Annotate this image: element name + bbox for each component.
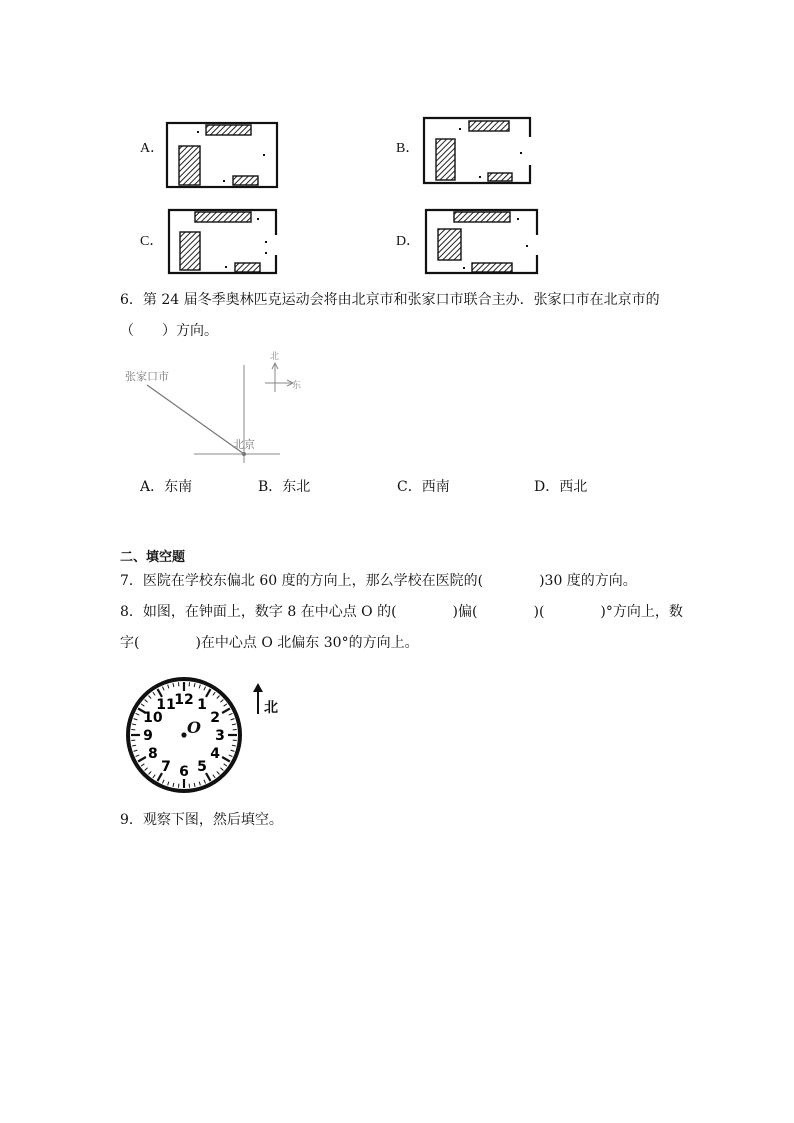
- clock-number-5: 5: [197, 759, 207, 776]
- q9-text: 9．观察下图，然后填空。: [120, 812, 283, 828]
- option-c-label[interactable]: C．: [140, 234, 164, 249]
- north-label: 北: [264, 700, 278, 716]
- q6-text-line2: （ ）方向。: [120, 323, 218, 339]
- map-label-zhangjiakou: 张家口市: [125, 370, 169, 383]
- q6-option-d[interactable]: D．西北: [534, 479, 588, 495]
- q8-clock-figure: [125, 676, 243, 794]
- clock-number-11: 11: [156, 696, 176, 713]
- compass-north-label: 北: [270, 352, 280, 362]
- section-title-fill-in: 二、填空题: [120, 550, 186, 565]
- option-d-label[interactable]: D．: [396, 234, 421, 249]
- clock-number-1: 1: [197, 696, 207, 713]
- q7-text: 7．医院在学校东偏北 60 度的方向上，那么学校在医院的( )30 度的方向。: [120, 573, 637, 589]
- clock-number-2: 2: [210, 710, 221, 726]
- clock-number-6: 6: [179, 764, 189, 780]
- clock-number-4: 4: [210, 746, 221, 762]
- map-label-beijing: 北京: [233, 438, 255, 451]
- clock-number-10: 10: [143, 710, 163, 726]
- clock-center-label: O: [187, 718, 201, 737]
- option-b-label[interactable]: B．: [396, 141, 420, 156]
- option-c-diagram: [168, 209, 280, 275]
- option-b-diagram: [423, 117, 533, 185]
- q6-option-a[interactable]: A．东南: [140, 479, 193, 495]
- q6-map-figure: [120, 348, 310, 466]
- clock-number-12: 12: [174, 692, 194, 708]
- q6-option-c[interactable]: C．西南: [397, 479, 450, 495]
- option-a-label[interactable]: A．: [140, 141, 165, 156]
- option-a-diagram: [166, 122, 278, 188]
- clock-number-7: 7: [161, 759, 171, 776]
- compass-east-label: 东: [292, 381, 302, 391]
- q8-text-line1: 8．如图，在钟面上，数字 8 在中心点 O 的( )偏( )( )°方向上，数: [120, 604, 683, 620]
- clock-number-9: 9: [143, 728, 153, 744]
- clock-number-3: 3: [215, 728, 225, 744]
- q6-option-b[interactable]: B．东北: [258, 479, 311, 495]
- q8-text-line2: 字( )在中心点 O 北偏东 30°的方向上。: [120, 635, 419, 651]
- option-d-diagram: [425, 209, 540, 275]
- q6-text-line1: 6．第 24 届冬季奥林匹克运动会将由北京市和张家口市联合主办．张家口市在北京市的: [120, 292, 660, 308]
- clock-number-8: 8: [147, 746, 158, 762]
